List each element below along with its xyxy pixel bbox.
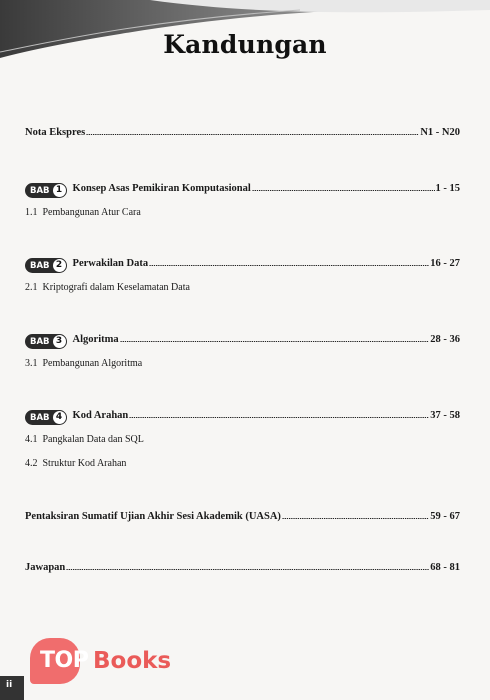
toc-entry-bab-2[interactable]: [25, 256, 460, 271]
toc-entry-pages: 68 - 81: [430, 562, 460, 573]
dot-leader: [120, 333, 430, 342]
toc-entry-bab-1[interactable]: [25, 181, 460, 196]
topbooks-watermark-logo: [30, 638, 200, 688]
toc-entry-label: Jawapan: [25, 562, 66, 573]
subentry-number: 4.2: [25, 458, 38, 469]
toc-entry-pages: 37 - 58: [430, 409, 460, 421]
toc-entry-bab-3[interactable]: [25, 332, 460, 347]
watermark-top-text: TOP: [40, 648, 89, 673]
bab-badge: [25, 258, 67, 273]
toc-entry-label: Konsep Asas Pemikiran Komputasional: [72, 182, 251, 194]
toc-entry-label: Perwakilan Data: [72, 257, 149, 269]
toc-subentry-3-1[interactable]: [25, 358, 142, 369]
bab-badge-label: BAB: [30, 185, 50, 196]
subentry-label: Struktur Kod Arahan: [42, 458, 127, 469]
bab-badge-label: BAB: [30, 412, 50, 423]
toc-entry-pages: 59 - 67: [430, 511, 460, 522]
page-title: Kandungan: [163, 30, 327, 59]
subentry-number: 4.1: [25, 434, 38, 445]
toc-entry-label: Pentaksiran Sumatif Ujian Akhir Sesi Akademik (UASA): [25, 511, 281, 522]
page-number: ii: [6, 680, 13, 690]
bab-badge-number: 3: [53, 335, 66, 348]
toc-entry-jawapan[interactable]: [25, 561, 460, 573]
bab-badge: [25, 410, 67, 425]
toc-entry-pages: 1 - 15: [435, 182, 460, 194]
toc-entry-nota-ekspres[interactable]: [25, 126, 460, 138]
toc-subentry-1-1[interactable]: [25, 207, 141, 218]
dot-leader: [149, 257, 429, 266]
dot-leader: [86, 126, 419, 135]
toc-subentry-2-1[interactable]: [25, 282, 190, 293]
bab-badge-number: 4: [53, 411, 66, 424]
dot-leader: [66, 561, 429, 570]
toc-subentry-4-2[interactable]: [25, 458, 126, 469]
toc-entry-uasa[interactable]: [25, 510, 460, 522]
bab-badge-label: BAB: [30, 260, 50, 271]
bab-badge-number: 1: [53, 184, 66, 197]
toc-entry-pages: 28 - 36: [430, 333, 460, 345]
bab-badge-label: BAB: [30, 336, 50, 347]
toc-subentry-4-1[interactable]: [25, 434, 144, 445]
subentry-label: Pangkalan Data dan SQL: [42, 434, 144, 445]
watermark-books-text: Books: [93, 648, 172, 674]
bab-badge-number: 2: [53, 259, 66, 272]
bab-badge: [25, 183, 67, 198]
toc-entry-label: Nota Ekspres: [25, 127, 86, 138]
subentry-number: 1.1: [25, 207, 38, 218]
toc-entry-pages: N1 - N20: [420, 127, 460, 138]
subentry-label: Pembangunan Atur Cara: [42, 207, 141, 218]
subentry-label: Kriptografi dalam Keselamatan Data: [42, 282, 190, 293]
dot-leader: [282, 510, 429, 519]
toc-entry-pages: 16 - 27: [430, 257, 460, 269]
toc-entry-bab-4[interactable]: [25, 408, 460, 423]
subentry-number: 2.1: [25, 282, 38, 293]
dot-leader: [252, 182, 435, 191]
dot-leader: [129, 409, 429, 418]
bab-badge: [25, 334, 67, 349]
subentry-label: Pembangunan Algoritma: [42, 358, 143, 369]
toc-entry-label: Algoritma: [72, 333, 119, 345]
toc-entry-label: Kod Arahan: [72, 409, 129, 421]
subentry-number: 3.1: [25, 358, 38, 369]
